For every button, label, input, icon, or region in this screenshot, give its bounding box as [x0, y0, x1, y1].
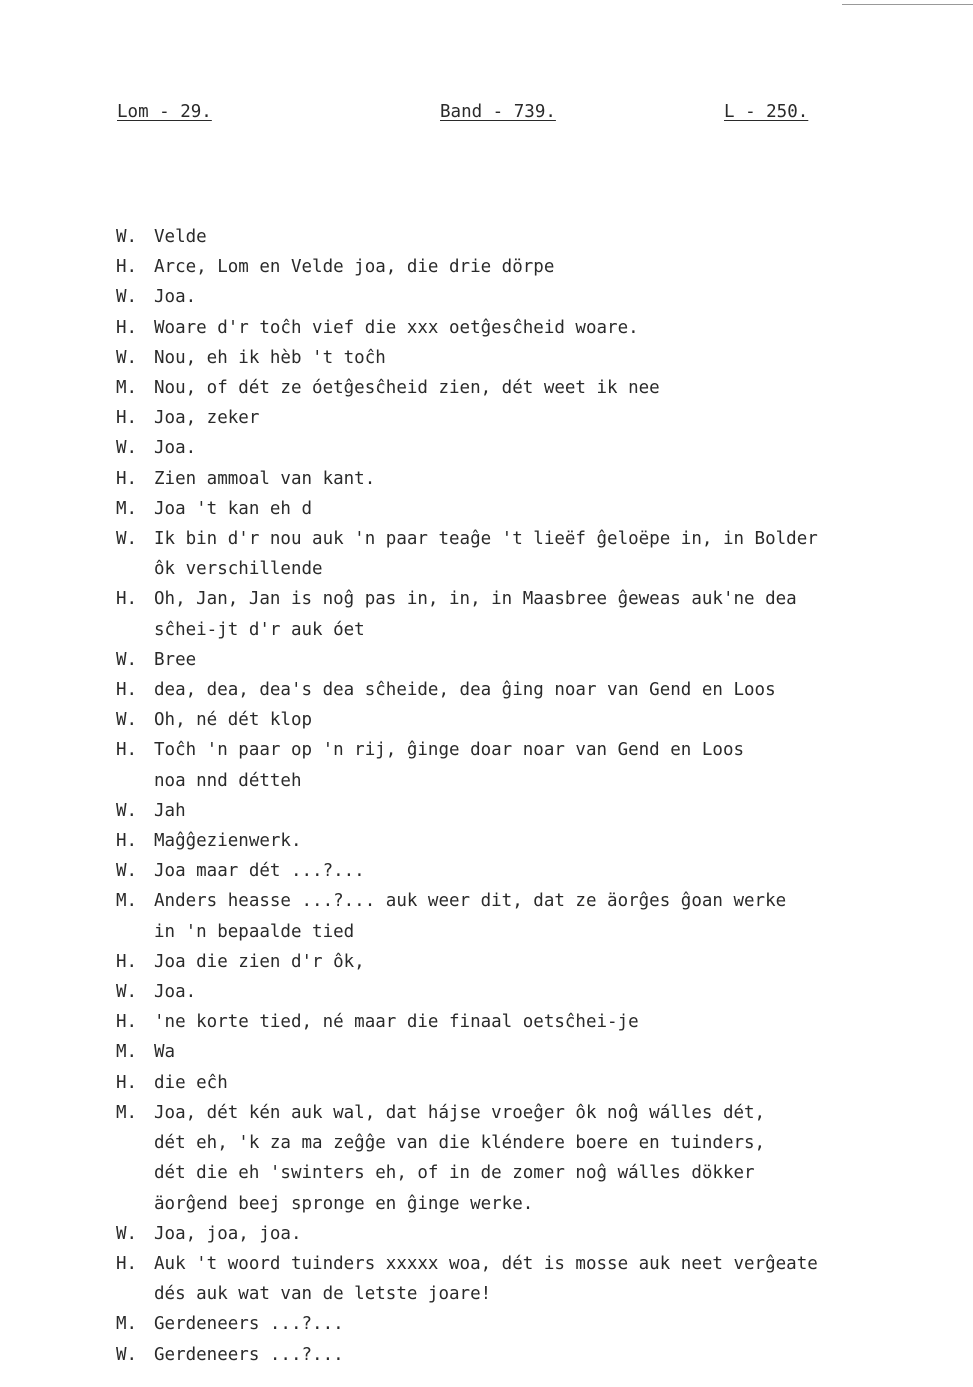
speaker-label: W.	[116, 861, 138, 882]
utterance-text	[154, 1309, 946, 1339]
speaker-label: H.	[116, 317, 138, 338]
utterance-text	[154, 947, 946, 977]
utterance-text	[154, 252, 946, 282]
utterance-line: Joa, joa, joa.	[154, 1223, 302, 1244]
speaker-label: W.	[116, 649, 138, 670]
utterance-text	[154, 796, 946, 826]
utterance-text	[154, 403, 946, 433]
transcript-body	[116, 222, 946, 1370]
utterance-line: Nou, eh ik hèb 't toĉh	[154, 347, 386, 368]
utterance-text	[154, 222, 946, 252]
speaker-label: M.	[116, 378, 138, 399]
speaker-label: H.	[116, 468, 138, 489]
utterance-text	[154, 1068, 946, 1098]
utterance-text	[154, 675, 946, 705]
utterance-text	[154, 282, 946, 312]
utterance-text	[154, 494, 946, 524]
utterance-line: Anders heasse ...?... auk weer dit, dat ze äorĝes ĝoan werke	[154, 891, 787, 912]
utterance-line: dés auk wat van de letste joare!	[154, 1284, 492, 1305]
utterance-line: Oh, Jan, Jan is noĝ pas in, in, in Maasbree ĝeweas auk'ne dea	[154, 589, 797, 610]
utterance-text	[154, 1249, 946, 1309]
utterance-line: in 'n bepaalde tied	[154, 921, 355, 942]
speaker-label: H.	[116, 408, 138, 429]
utterance-line: noa nnd détteh	[154, 770, 302, 791]
transcript-entry	[116, 282, 946, 312]
utterance-line: Joa die zien d'r ôk,	[154, 951, 365, 972]
speaker-label: W.	[116, 1223, 138, 1244]
utterance-line: Joa, zeker	[154, 408, 260, 429]
utterance-line: 'ne korte tied, né maar die finaal oetsĉhei-je	[154, 1012, 639, 1033]
utterance-line: Jah	[154, 800, 186, 821]
transcript-entry	[116, 645, 946, 675]
speaker-label: M.	[116, 1042, 138, 1063]
utterance-text	[154, 1340, 946, 1370]
transcript-entry	[116, 343, 946, 373]
transcript-entry	[116, 947, 946, 977]
transcript-entry	[116, 313, 946, 343]
utterance-text	[154, 856, 946, 886]
utterance-line: Joa.	[154, 287, 197, 308]
speaker-label: H.	[116, 680, 138, 701]
speaker-label: W.	[116, 710, 138, 731]
utterance-line: Woare d'r toĉh vief die xxx oetĝesĉheid woare.	[154, 317, 639, 338]
transcript-entry	[116, 1340, 946, 1370]
utterance-text	[154, 886, 946, 946]
speaker-label: H.	[116, 1012, 138, 1033]
transcript-entry	[116, 886, 946, 946]
speaker-label: H.	[116, 831, 138, 852]
utterance-line: dea, dea, dea's dea sĉheide, dea ĝing noar van Gend en Loos	[154, 680, 776, 701]
utterance-text	[154, 313, 946, 343]
utterance-line: Wa	[154, 1042, 176, 1063]
speaker-label: W.	[116, 438, 138, 459]
speaker-label: W.	[116, 347, 138, 368]
speaker-label: M.	[116, 1102, 138, 1123]
speaker-label: W.	[116, 1344, 138, 1365]
utterance-text	[154, 977, 946, 1007]
utterance-text	[154, 584, 946, 644]
transcript-entry	[116, 464, 946, 494]
utterance-line: Zien ammoal van kant.	[154, 468, 376, 489]
speaker-label: H.	[116, 589, 138, 610]
utterance-line: die eĉh	[154, 1072, 228, 1093]
utterance-text	[154, 464, 946, 494]
transcript-entry	[116, 433, 946, 463]
transcript-entry	[116, 1249, 946, 1309]
utterance-text	[154, 1098, 946, 1219]
speaker-label: W.	[116, 227, 138, 247]
utterance-line: Gerdeneers ...?...	[154, 1344, 344, 1365]
header-page-number: L - 250.	[724, 102, 809, 122]
transcript-entry	[116, 403, 946, 433]
transcript-entry	[116, 524, 946, 584]
utterance-text	[154, 645, 946, 675]
utterance-line: Joa, dét kén auk wal, dat hájse vroeĝer ôk noĝ wálles dét,	[154, 1102, 766, 1123]
utterance-line: Oh, né dét klop	[154, 710, 313, 731]
top-edge-line	[842, 4, 973, 5]
transcript-entry	[116, 1098, 946, 1219]
utterance-text	[154, 735, 946, 795]
transcript-entry	[116, 796, 946, 826]
transcript-entry	[116, 826, 946, 856]
speaker-label: H.	[116, 740, 138, 761]
utterance-text	[154, 1219, 946, 1249]
speaker-label: W.	[116, 800, 138, 821]
transcript-entry	[116, 1309, 946, 1339]
transcript-entry	[116, 1068, 946, 1098]
utterance-text	[154, 1007, 946, 1037]
utterance-text	[154, 433, 946, 463]
speaker-label: M.	[116, 1314, 138, 1335]
utterance-text	[154, 524, 946, 584]
utterance-text	[154, 343, 946, 373]
utterance-line: Nou, of dét ze óetĝesĉheid zien, dét weet ik nee	[154, 378, 660, 399]
page-header	[0, 102, 973, 126]
header-band-number: Band - 739.	[440, 102, 556, 122]
utterance-line: Velde	[154, 227, 207, 247]
transcript-entry	[116, 675, 946, 705]
transcript-entry	[116, 977, 946, 1007]
utterance-line: äorĝend beej spronge en ĝinge werke.	[154, 1193, 534, 1214]
utterance-line: Joa.	[154, 982, 197, 1003]
utterance-text	[154, 826, 946, 856]
speaker-label: H.	[116, 951, 138, 972]
speaker-label: W.	[116, 982, 138, 1003]
transcript-entry	[116, 705, 946, 735]
speaker-label: W.	[116, 529, 138, 550]
utterance-line: Auk 't woord tuinders xxxxx woa, dét is mosse auk neet verĝeate	[154, 1253, 818, 1274]
speaker-label: H.	[116, 1072, 138, 1093]
utterance-line: Joa maar dét ...?...	[154, 861, 365, 882]
utterance-text	[154, 373, 946, 403]
transcript-entry	[116, 856, 946, 886]
utterance-line: sĉhei-jt d'r auk óet	[154, 619, 365, 640]
utterance-line: Toĉh 'n paar op 'n rij, ĝinge doar noar van Gend en Loos	[154, 740, 745, 761]
utterance-text	[154, 1037, 946, 1067]
transcript-entry	[116, 1007, 946, 1037]
header-reference-left: Lom - 29.	[117, 102, 212, 122]
utterance-line: Joa.	[154, 438, 197, 459]
transcript-entry	[116, 735, 946, 795]
speaker-label: M.	[116, 498, 138, 519]
utterance-line: dét eh, 'k za ma zeĝĝe van die kléndere boere en tuinders,	[154, 1133, 766, 1154]
speaker-label: H.	[116, 257, 138, 278]
speaker-label: M.	[116, 891, 138, 912]
transcript-entry	[116, 1219, 946, 1249]
speaker-label: H.	[116, 1253, 138, 1274]
utterance-line: ôk verschillende	[154, 559, 323, 580]
utterance-line: Gerdeneers ...?...	[154, 1314, 344, 1335]
utterance-line: Bree	[154, 649, 197, 670]
utterance-line: Arce, Lom en Velde joa, die drie dörpe	[154, 257, 555, 278]
transcript-entry	[116, 373, 946, 403]
utterance-text	[154, 705, 946, 735]
speaker-label: W.	[116, 287, 138, 308]
transcript-entry	[116, 494, 946, 524]
transcript-entry	[116, 222, 946, 252]
utterance-line: Ik bin d'r nou auk 'n paar teaĝe 't lieëf ĝeloëpe in, in Bolder	[154, 529, 818, 550]
transcript-entry	[116, 252, 946, 282]
utterance-line: Maĝĝezienwerk.	[154, 831, 302, 852]
transcript-entry	[116, 1037, 946, 1067]
transcript-entry	[116, 584, 946, 644]
utterance-line: Joa 't kan eh d	[154, 498, 313, 519]
utterance-line: dét die eh 'swinters eh, of in de zomer noĝ wálles dökker	[154, 1163, 755, 1184]
